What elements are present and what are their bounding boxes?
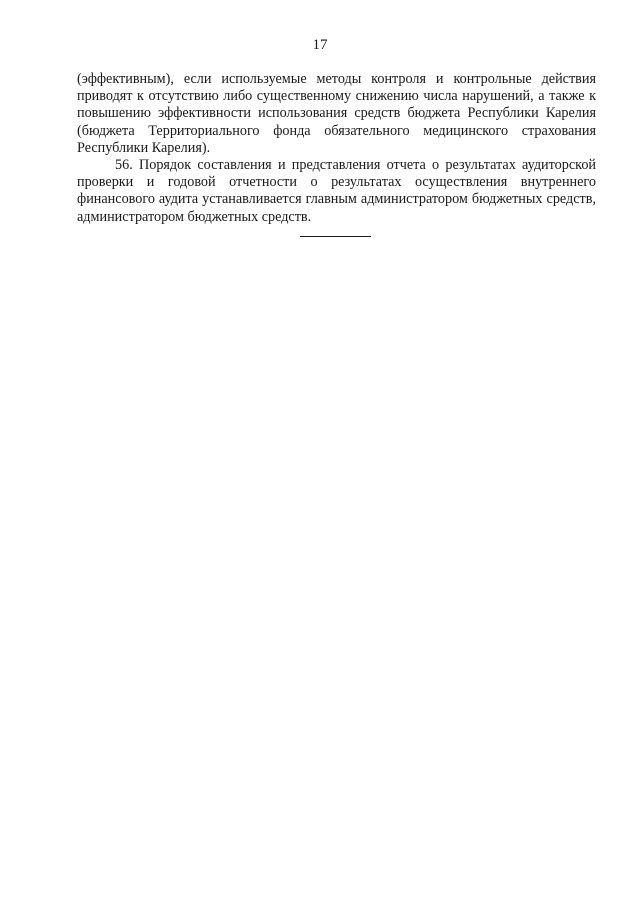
paragraph-56: 56. Порядок составления и представления отчета о результатах аудиторской проверки и годовой отчетности о результатах осуществления внутреннего финансового аудита устанавливается главным администратором бюджетных средств, администратором бюджетных средств.: [77, 157, 596, 225]
page-number: 17: [312, 37, 328, 53]
document-body: [77, 71, 596, 226]
paragraph-continuation: (эффективным), если используемые методы контроля и контрольные действия приводят к отсутствию либо существенному снижению числа нарушений, а также к повышению эффективности использования средств бюджета Республики Карелия (бюджета Территориального фонда обязательного медицинского страхования Республики Карелия).: [77, 71, 596, 156]
end-of-document-rule: [300, 236, 371, 237]
